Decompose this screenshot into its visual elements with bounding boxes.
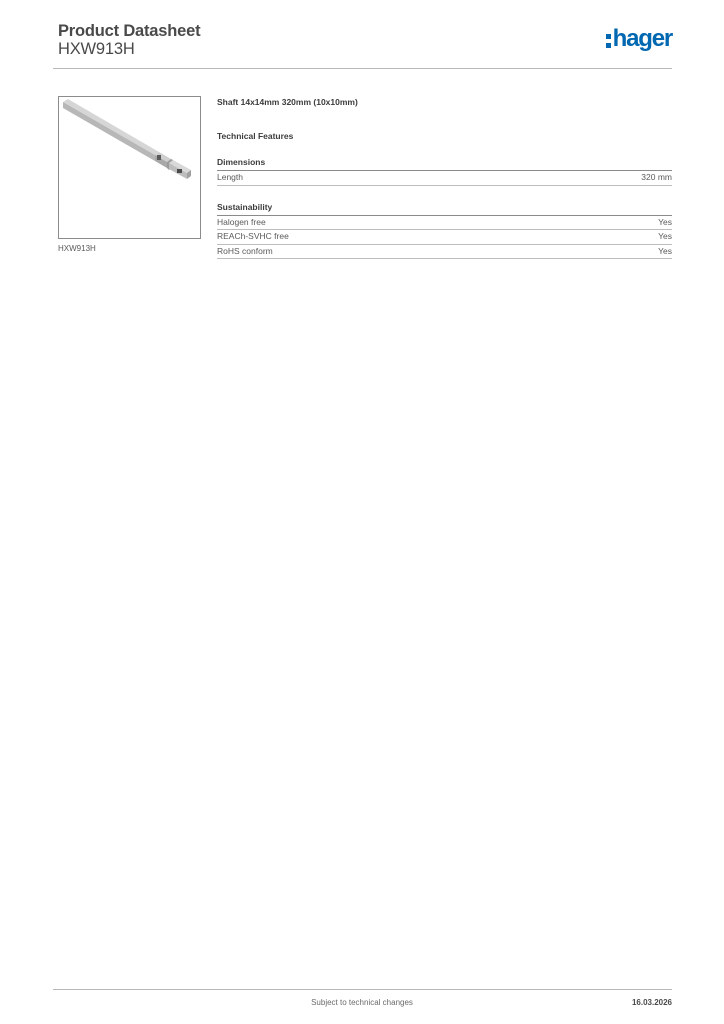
- table-row: [217, 230, 672, 245]
- product-image: [58, 96, 201, 239]
- logo-wordmark: hager: [612, 25, 672, 52]
- row-label: RoHS conform: [217, 245, 273, 256]
- page-header: [58, 20, 672, 70]
- dimensions-heading: Dimensions: [217, 156, 672, 171]
- product-name: Shaft 14x14mm 320mm (10x10mm): [217, 97, 358, 107]
- product-code: HXW913H: [58, 40, 135, 58]
- row-label: REACh-SVHC free: [217, 231, 289, 241]
- header-divider: [53, 68, 672, 69]
- row-label: Halogen free: [217, 216, 266, 227]
- logo-colon-icon: [606, 32, 612, 54]
- row-value: Yes: [658, 216, 672, 227]
- table-row: [217, 171, 672, 186]
- document-title: Product Datasheet: [58, 22, 201, 40]
- footer-divider: [53, 989, 672, 990]
- sustainability-heading: Sustainability: [217, 201, 672, 216]
- row-label: Length: [217, 172, 243, 182]
- footer-note: Subject to technical changes: [311, 998, 413, 1007]
- product-details: [217, 96, 672, 259]
- row-value: 320 mm: [641, 172, 672, 182]
- hager-logo: [606, 26, 672, 56]
- image-caption: HXW913H: [58, 244, 96, 253]
- technical-features-heading: Technical Features: [217, 131, 294, 141]
- footer-date: 16.03.2026: [631, 998, 672, 1007]
- shaft-product-image: [59, 97, 200, 238]
- table-row: [217, 245, 672, 260]
- row-value: Yes: [658, 231, 672, 241]
- table-row: [217, 216, 672, 231]
- row-value: Yes: [658, 245, 672, 256]
